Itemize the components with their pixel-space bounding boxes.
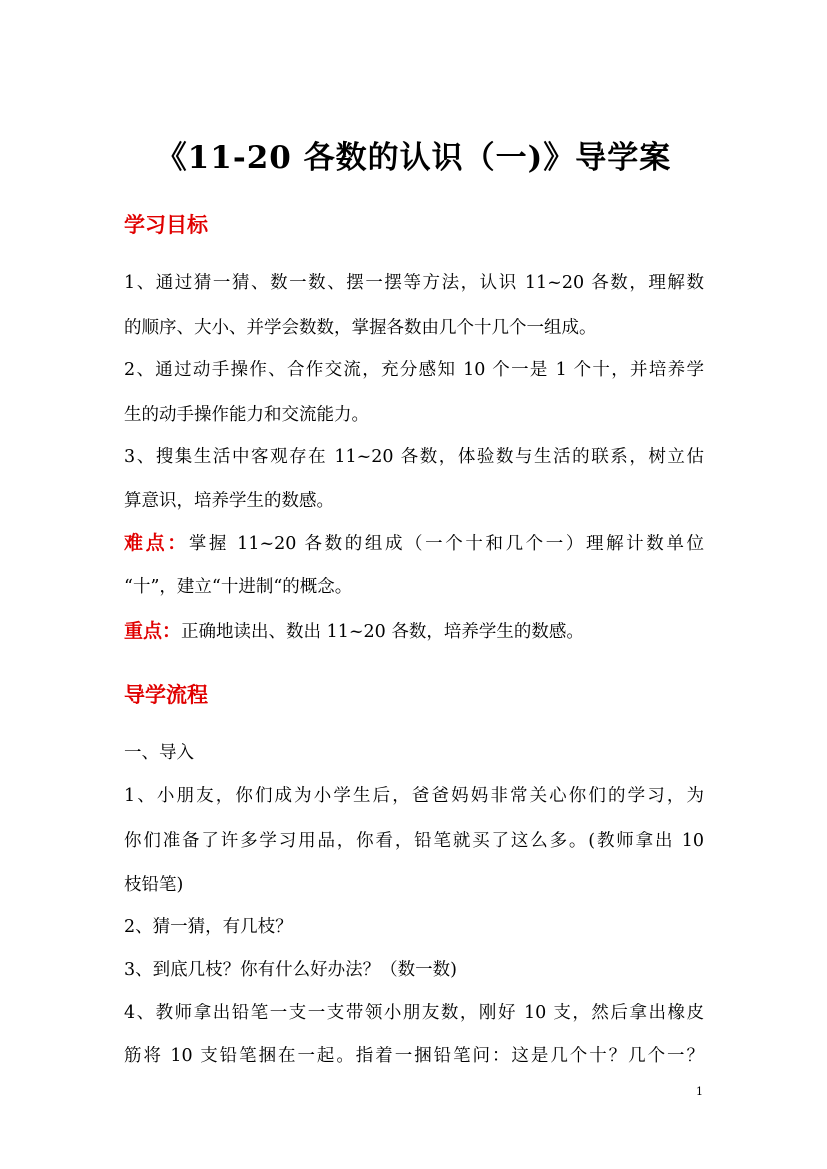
- objective-line-5: 3、搜集生活中客观存在 11~20 各数，体验数与生活的联系，树立估: [124, 447, 704, 467]
- process-line-7: 4、教师拿出铅笔一支一支带领小朋友数，刚好 10 支，然后拿出橡皮: [124, 1003, 704, 1023]
- process-line-4: 枝铅笔): [124, 875, 184, 895]
- objective-line-4: 生的动手操作能力和交流能力。: [124, 405, 369, 425]
- key-point-label: 重点：: [124, 620, 182, 642]
- difficulty-label: 难点：: [124, 532, 189, 554]
- objective-line-1: 1、通过猜一猜、数一数、摆一摆等方法，认识 11~20 各数，理解数: [124, 273, 704, 293]
- document-title: 《11-20 各数的认识（一)》导学案: [155, 140, 672, 176]
- key-point-text: 正确地读出、数出 11~20 各数，培养学生的数感。: [181, 622, 584, 642]
- objectives-heading: 学习目标: [124, 213, 208, 237]
- process-line-6: 3、到底几枝？你有什么好办法？（数一数): [124, 960, 457, 980]
- difficulty-line-2: “十”，建立“十进制“的概念。: [124, 577, 353, 597]
- process-heading: 导学流程: [124, 683, 208, 707]
- process-line-1: 一、导入: [124, 743, 194, 763]
- objective-line-3: 2、通过动手操作、合作交流，充分感知 10 个一是 1 个十，并培养学: [124, 360, 704, 380]
- page-number: 1: [696, 1085, 703, 1098]
- difficulty-line-1: [124, 531, 704, 556]
- key-point-line: [124, 619, 704, 644]
- process-line-8: 筋将 10 支铅笔捆在一起。指着一捆铅笔问：这是几个十？几个一？: [124, 1046, 704, 1066]
- objective-line-2: 的顺序、大小、并学会数数，掌握各数由几个十几个一组成。: [124, 318, 597, 338]
- objective-line-6: 算意识，培养学生的数感。: [124, 491, 334, 511]
- process-line-2: 1、小朋友，你们成为小学生后，爸爸妈妈非常关心你们的学习，为: [124, 786, 704, 806]
- process-line-5: 2、猜一猜，有几枝？: [124, 917, 293, 937]
- difficulty-text: 掌握 11~20 各数的组成（一个十和几个一）理解计数单位: [188, 534, 704, 554]
- process-line-3: 你们准备了许多学习用品，你看，铅笔就买了这么多。(教师拿出 10: [124, 831, 704, 851]
